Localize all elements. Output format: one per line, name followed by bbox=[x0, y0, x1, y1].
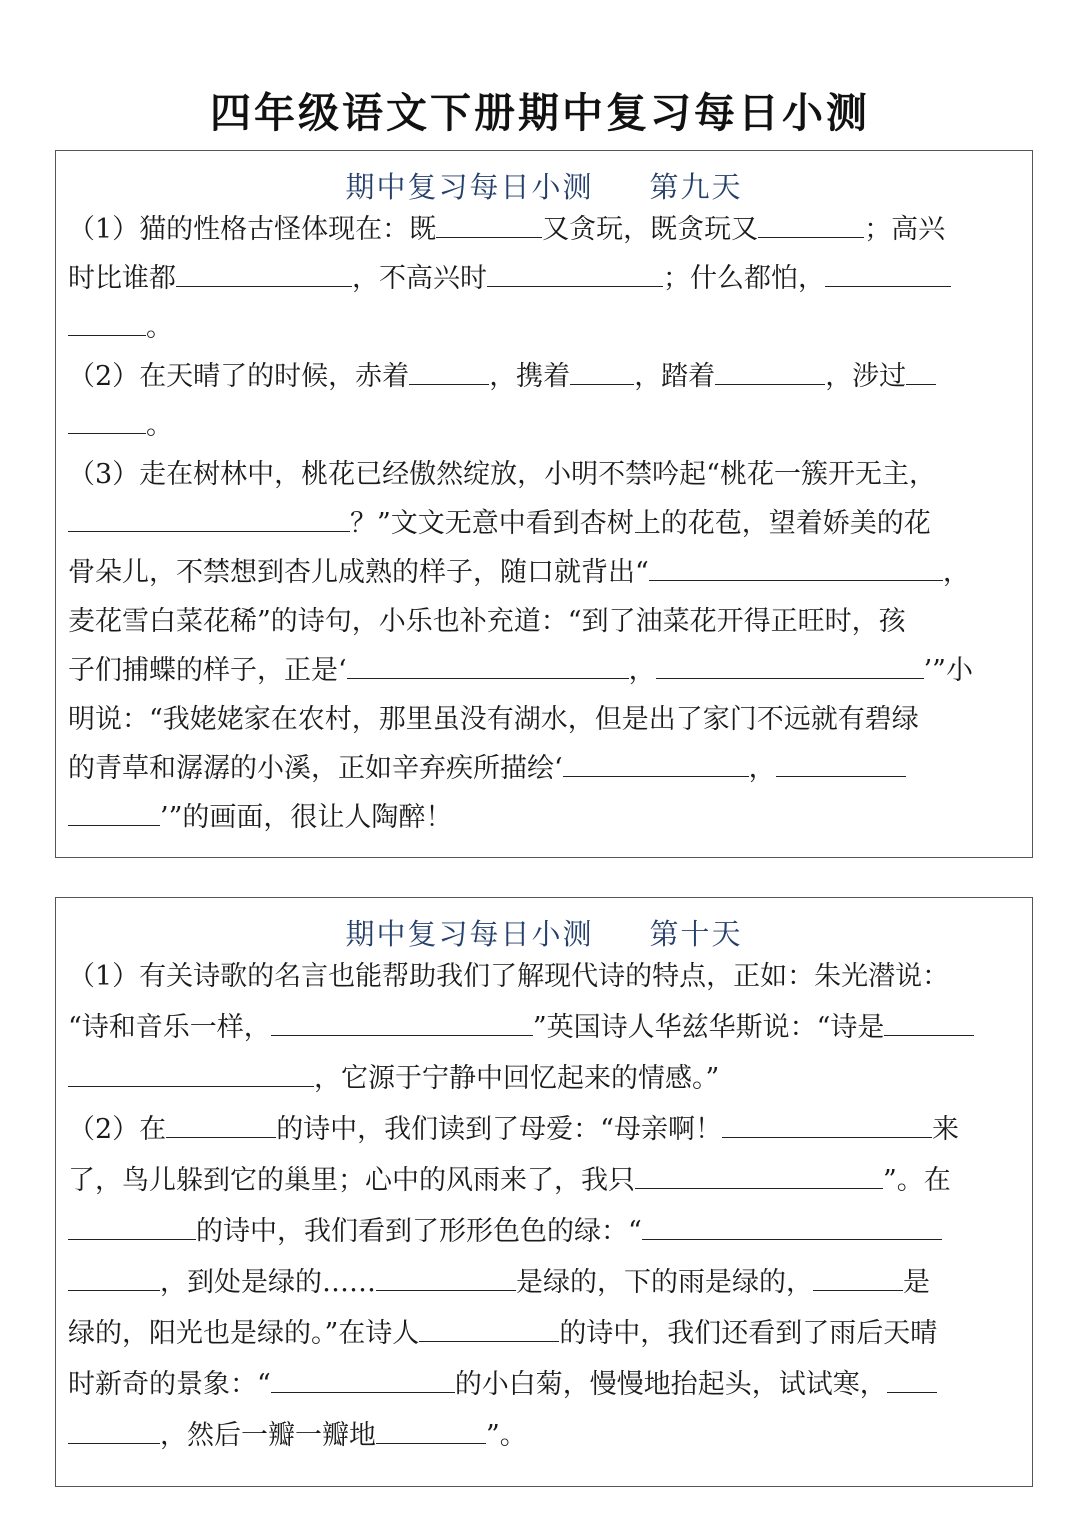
q1-line-1: （1）有关诗歌的名言也能帮助我们了解现代诗的特点，正如：朱光潜说： bbox=[68, 961, 950, 992]
text: ；高兴 bbox=[864, 214, 946, 245]
text: 的青草和潺潺的小溪，正如辛弃疾所描绘‘ bbox=[68, 753, 563, 784]
q2-line-5 bbox=[68, 1317, 1020, 1351]
text: （2）在天晴了的时候，赤着 bbox=[68, 361, 410, 392]
blank[interactable] bbox=[68, 1215, 196, 1240]
text: ，踏着 bbox=[634, 361, 716, 392]
q3-line-8 bbox=[68, 801, 1020, 835]
blank[interactable] bbox=[166, 1113, 276, 1138]
text: ，它源于宁静中回忆起来的情感。” bbox=[314, 1063, 720, 1094]
blank[interactable] bbox=[419, 1317, 559, 1342]
blank[interactable] bbox=[68, 507, 350, 532]
text: “诗和音乐一样， bbox=[68, 1012, 271, 1043]
blank[interactable] bbox=[68, 1419, 160, 1444]
q1-line-3 bbox=[68, 311, 1020, 345]
text: ，到处是绿的…… bbox=[160, 1267, 376, 1298]
q3-line-6: 明说：“我姥姥家在农村，那里虽没有湖水，但是出了家门不远就有碧绿 bbox=[68, 704, 919, 735]
blank[interactable] bbox=[570, 360, 634, 385]
text: ， bbox=[628, 655, 656, 686]
text: ；什么都怕， bbox=[663, 263, 825, 294]
q2-line-6 bbox=[68, 1368, 1020, 1402]
text: 又贪玩，既贪玩又 bbox=[542, 214, 759, 245]
q1-line-2 bbox=[68, 1011, 1020, 1045]
blank[interactable] bbox=[68, 1266, 160, 1291]
text: 时新奇的景象：“ bbox=[68, 1369, 271, 1400]
text: ？”文文无意中看到杏树上的花苞，望着娇美的花 bbox=[350, 508, 931, 539]
text: ”英国诗人华兹华斯说：“诗是 bbox=[532, 1012, 885, 1043]
text: （1）猫的性格古怪体现在：既 bbox=[68, 214, 437, 245]
text: ’”的画面，很让人陶醉！ bbox=[160, 802, 453, 833]
text: 子们捕蝶的样子，正是‘ bbox=[68, 655, 347, 686]
q2-line-7 bbox=[68, 1419, 1020, 1453]
quiz-title-day10: 期中复习每日小测 第十天 bbox=[345, 917, 743, 951]
quiz-title-day9: 期中复习每日小测 第九天 bbox=[345, 170, 743, 204]
text: 。 bbox=[146, 410, 173, 441]
text: ”。在 bbox=[883, 1165, 951, 1196]
blank[interactable] bbox=[884, 1011, 974, 1036]
blank[interactable] bbox=[271, 1368, 455, 1393]
text: 的诗中，我们还看到了雨后天晴 bbox=[559, 1318, 938, 1349]
quiz-box-day9 bbox=[55, 150, 1033, 858]
text: ，然后一瓣一瓣地 bbox=[160, 1420, 376, 1451]
text: 骨朵儿，不禁想到杏儿成熟的样子，随口就背出“ bbox=[68, 557, 649, 588]
blank[interactable] bbox=[722, 1113, 932, 1138]
q3-line-1: （3）走在树林中，桃花已经傲然绽放，小明不禁吟起“桃花一簇开无主， bbox=[68, 459, 936, 490]
text: ，不高兴时 bbox=[352, 263, 487, 294]
blank[interactable] bbox=[68, 801, 160, 826]
blank[interactable] bbox=[68, 311, 146, 336]
q3-line-3 bbox=[68, 556, 1020, 590]
text: ，携着 bbox=[489, 361, 571, 392]
q1-line-3 bbox=[68, 1062, 1020, 1096]
blank[interactable] bbox=[176, 262, 352, 287]
text: 是 bbox=[903, 1267, 930, 1298]
blank[interactable] bbox=[635, 1164, 883, 1189]
q1-line-2 bbox=[68, 262, 1020, 296]
q3-line-5 bbox=[68, 654, 1020, 688]
text: （2）在 bbox=[68, 1114, 167, 1145]
q1-line-1 bbox=[68, 213, 1020, 247]
text: 的诗中，我们读到了母爱：“母亲啊！ bbox=[276, 1114, 722, 1145]
text: 来 bbox=[932, 1114, 959, 1145]
blank[interactable] bbox=[649, 556, 943, 581]
blank[interactable] bbox=[68, 409, 146, 434]
q2-line-2 bbox=[68, 409, 1020, 443]
q3-line-7 bbox=[68, 752, 1020, 786]
blank[interactable] bbox=[563, 752, 749, 777]
blank[interactable] bbox=[715, 360, 825, 385]
blank[interactable] bbox=[825, 262, 951, 287]
blank[interactable] bbox=[758, 213, 864, 238]
blank[interactable] bbox=[887, 1368, 937, 1393]
text: ’”小 bbox=[923, 655, 973, 686]
blank[interactable] bbox=[813, 1266, 903, 1291]
blank[interactable] bbox=[271, 1011, 533, 1036]
quiz-box-day10 bbox=[55, 897, 1033, 1487]
blank[interactable] bbox=[906, 360, 936, 385]
blank[interactable] bbox=[776, 752, 906, 777]
text: ， bbox=[748, 753, 776, 784]
text: ，涉过 bbox=[825, 361, 907, 392]
blank[interactable] bbox=[347, 654, 629, 679]
text: ”。 bbox=[486, 1420, 527, 1451]
text: ， bbox=[942, 557, 970, 588]
text: 了，鸟儿躲到它的巢里；心中的风雨来了，我只 bbox=[68, 1165, 635, 1196]
blank[interactable] bbox=[436, 213, 542, 238]
text: 的诗中，我们看到了形形色色的绿：“ bbox=[196, 1216, 642, 1247]
q2-line-4 bbox=[68, 1266, 1020, 1300]
q2-line-3 bbox=[68, 1215, 1020, 1249]
q2-line-2 bbox=[68, 1164, 1020, 1198]
q2-line-1 bbox=[68, 1113, 1020, 1147]
q3-line-2 bbox=[68, 507, 1020, 541]
blank[interactable] bbox=[642, 1215, 942, 1240]
blank[interactable] bbox=[409, 360, 489, 385]
blank[interactable] bbox=[656, 654, 924, 679]
text: 时比谁都 bbox=[68, 263, 176, 294]
text: 绿的，阳光也是绿的。”在诗人 bbox=[68, 1318, 420, 1349]
blank[interactable] bbox=[376, 1266, 516, 1291]
text: 。 bbox=[146, 312, 173, 343]
text: 是绿的，下的雨是绿的， bbox=[516, 1267, 813, 1298]
text: 的小白菊，慢慢地抬起头，试试寒， bbox=[454, 1369, 887, 1400]
blank[interactable] bbox=[376, 1419, 486, 1444]
blank[interactable] bbox=[487, 262, 663, 287]
q3-line-4: 麦花雪白菜花稀”的诗句，小乐也补充道：“到了油菜花开得正旺时，孩 bbox=[68, 606, 906, 637]
blank[interactable] bbox=[68, 1062, 314, 1087]
q2-line-1 bbox=[68, 360, 1020, 394]
page-title: 四年级语文下册期中复习每日小测 bbox=[210, 89, 870, 137]
